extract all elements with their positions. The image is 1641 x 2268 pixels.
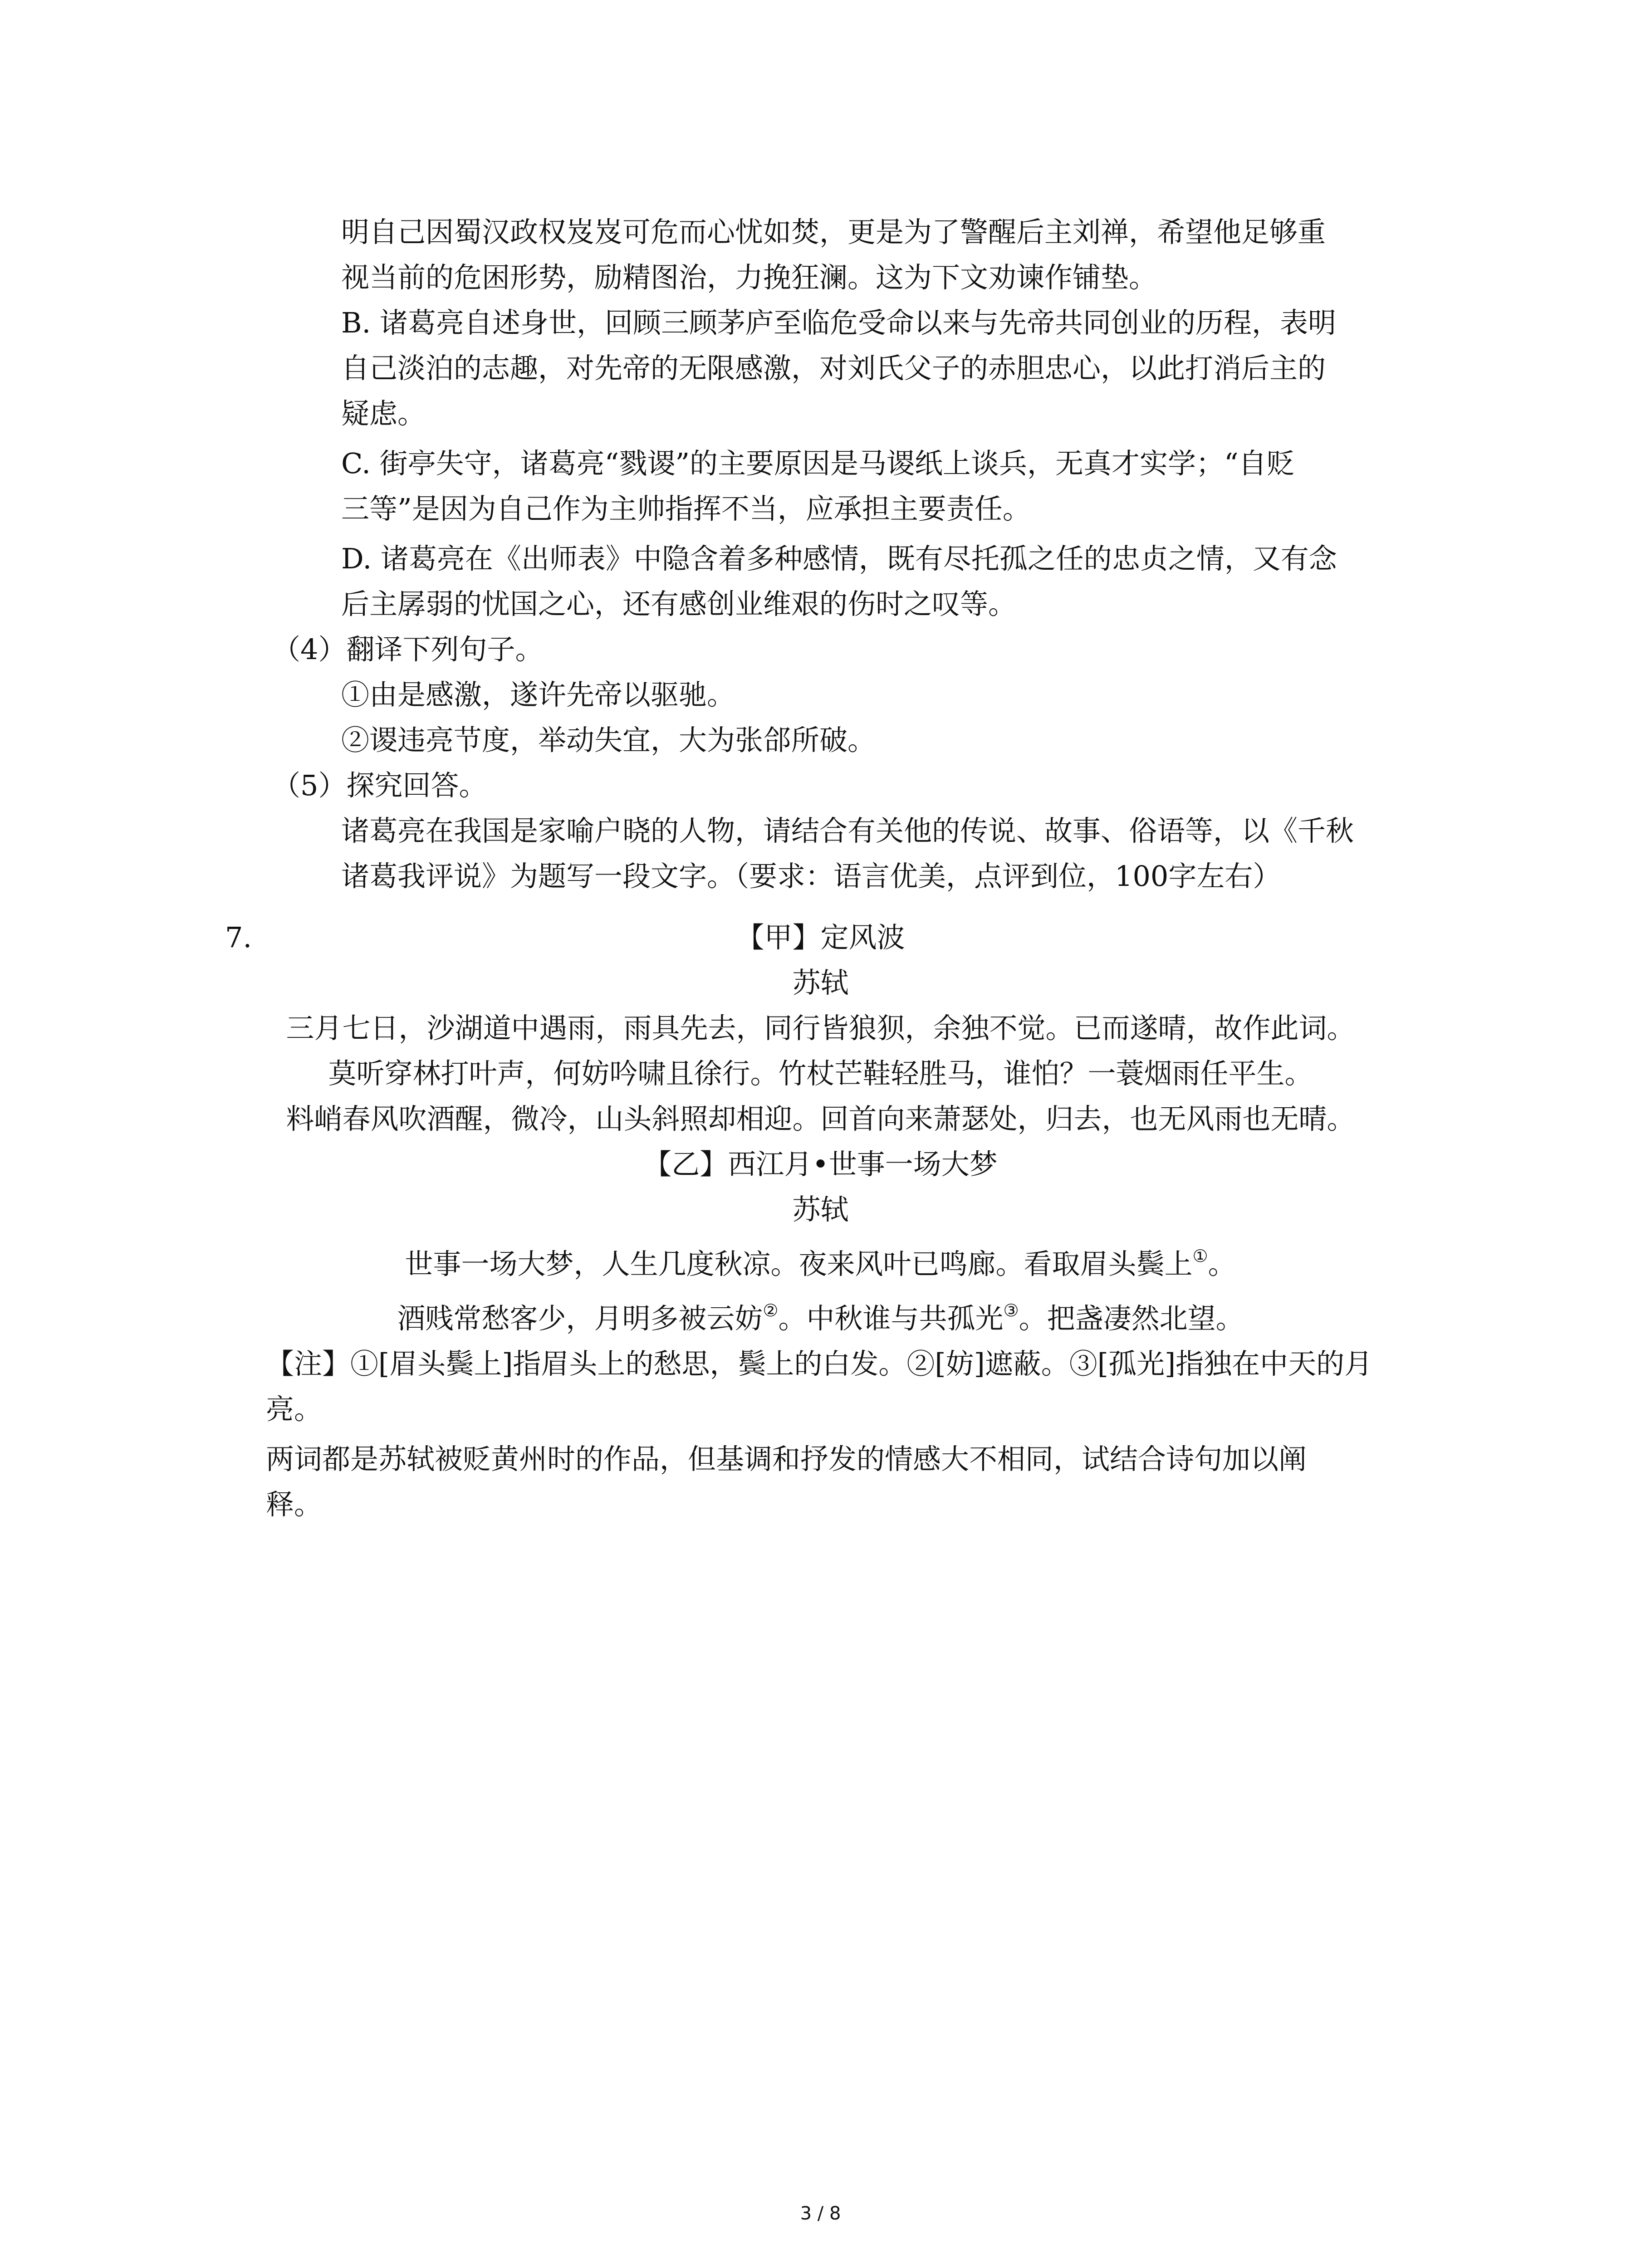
poem1-line-2: 料峭春风吹酒醒，微冷，山头斜照却相迎。回首向来萧瑟处，归去，也无风雨也无晴。 xyxy=(286,1102,1355,1135)
option-a-line-2: 明自己因蜀汉政权岌岌可危而心忧如焚，更是为了警醒后主刘禅，希望他足够重 xyxy=(341,215,1326,249)
option-c-line-2: 三等”是因为自己作为主帅指挥不当，应承担主要责任。 xyxy=(341,492,1031,525)
poem2-line-2-part-a: 酒贱常愁客少，月明多被云妨 xyxy=(397,1302,763,1335)
q4-sentence-2: ②谡违亮节度，举动失宜，大为张郃所破。 xyxy=(341,723,876,757)
option-b-line-1: B. 诸葛亮自述身世，回顾三顾茅庐至临危受命以来与先帝共同创业的历程，表明 xyxy=(341,306,1336,339)
note-line-2: 亮。 xyxy=(266,1393,323,1426)
q7-number: 7. xyxy=(225,921,252,954)
poem2-line-2 xyxy=(0,1298,1641,1339)
poem2-author: 苏轼 xyxy=(792,1193,849,1226)
q4-sentence-1: ①由是感激，遂许先帝以驱驰。 xyxy=(341,678,735,711)
poem2-line-2-part-b: 。中秋谁与共孤光 xyxy=(778,1302,1004,1335)
poem1-author: 苏轼 xyxy=(792,966,849,999)
poem2-line-1-text: 世事一场大梦，人生几度秋凉。夜来风叶已鸣廊。看取眉头鬓上 xyxy=(405,1247,1193,1281)
footnote-mark-2: ② xyxy=(763,1300,779,1320)
poem1-title: 【甲】定风波 xyxy=(736,921,905,954)
q5-text-line-1: 诸葛亮在我国是家喻户晓的人物，请结合有关他的传说、故事、俗语等，以《千秋 xyxy=(341,814,1354,847)
option-d-line-2: 后主孱弱的忧国之心，还有感创业维艰的伤时之叹等。 xyxy=(341,587,1017,621)
page-number: 3 / 8 xyxy=(800,2203,841,2224)
poem2-title: 【乙】西江月•世事一场大梦 xyxy=(643,1148,998,1181)
footnote-mark-1: ① xyxy=(1192,1246,1208,1266)
option-c-line-1: C. 街亭失守，诸葛亮“戮谡”的主要原因是马谡纸上谈兵，无真才实学；“自贬 xyxy=(341,447,1295,480)
poem1-preface: 三月七日，沙湖道中遇雨，雨具先去，同行皆狼狈，余独不觉。已而遂晴，故作此词。 xyxy=(286,1012,1355,1045)
q4-label: （4）翻译下列句子。 xyxy=(272,633,544,666)
footnote-mark-3: ③ xyxy=(1003,1300,1019,1320)
question-line-2: 释。 xyxy=(266,1488,323,1521)
q5-label: （5）探究回答。 xyxy=(272,769,487,802)
question-line-1: 两词都是苏轼被贬黄州时的作品，但基调和抒发的情感大不相同，试结合诗句加以阐 xyxy=(266,1442,1307,1476)
option-a-line-3: 视当前的危困形势，励精图治，力挽狂澜。这为下文劝谏作铺垫。 xyxy=(341,261,1157,294)
q5-text-line-2: 诸葛我评说》为题写一段文字。（要求：语言优美，点评到位，100字左右） xyxy=(341,860,1281,893)
note-line-1: 【注】①[眉头鬓上]指眉头上的愁思，鬓上的白发。②[妨]遮蔽。③[孤光]指独在中天的月 xyxy=(266,1347,1373,1380)
poem2-line-1-end: 。 xyxy=(1208,1247,1236,1281)
poem2-line-1 xyxy=(0,1244,1641,1285)
poem2-line-2-part-c: 。把盏凄然北望。 xyxy=(1019,1302,1244,1335)
option-d-line-1: D. 诸葛亮在《出师表》中隐含着多种感情，既有尽托孤之任的忠贞之情，又有念 xyxy=(341,542,1337,575)
option-b-line-3: 疑虑。 xyxy=(341,397,426,430)
poem1-line-1: 莫听穿林打叶声，何妨吟啸且徐行。竹杖芒鞋轻胜马，谁怕？一蓑烟雨任平生。 xyxy=(328,1057,1313,1090)
option-b-line-2: 自己淡泊的志趣，对先帝的无限感激，对刘氏父子的赤胆忠心，以此打消后主的 xyxy=(341,352,1326,385)
